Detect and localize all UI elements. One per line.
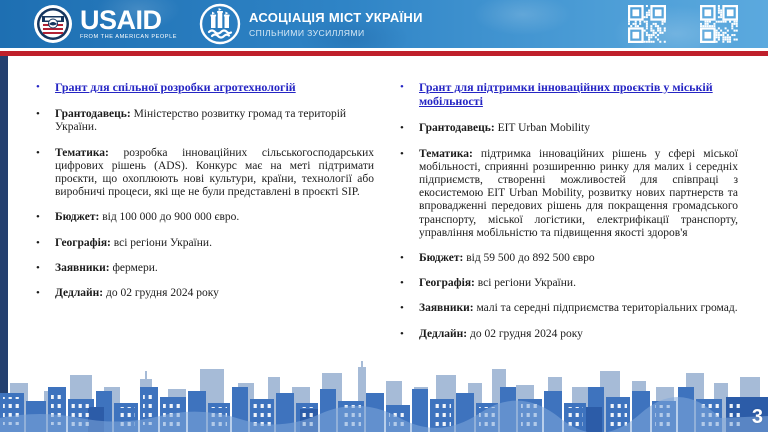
field-label: Грантодавець: [55,108,131,121]
list-item [36,147,374,200]
bullet-icon: • [400,277,404,290]
field-value: підтримка інноваційних рішень у сфері міської мобільності, сприянні розширенню ринку для малих і середніх підприємств, створенні можливостей для співпраці з екосистемою EIT Urban Mobility, розвитку нових партнерств та впровадженні передових рішень для покращення громадського транспорту, міської логістики, електрифікації транспорту, управління мобільністю та підвищення якості здоров'я [419,147,739,239]
bullet-icon: • [400,81,404,93]
field-label: Тематика: [55,146,109,159]
list-item [36,237,374,250]
list-item [400,302,738,315]
field-label: Географія: [419,277,475,290]
grant-title-link[interactable]: Грант для спільної розробки агротехнологій [55,80,296,94]
grant-title-link[interactable]: Грант для підтримки інноваційних проєктів у міській мобільності [419,80,713,109]
bullet-icon: • [400,122,404,135]
list-item [36,211,374,224]
field-label: Географія: [55,236,111,249]
bullet-icon: • [36,81,40,93]
field-value: EIT Urban Mobility [497,122,590,135]
qr-code-icon [628,5,666,43]
list-item [400,122,738,135]
bullet-icon: • [400,302,404,315]
page-number: 3 [751,406,763,428]
field-value: від 59 500 до 892 500 євро [466,252,595,265]
bullet-icon: • [36,236,40,249]
usaid-tagline: FROM THE AMERICAN PEOPLE [80,34,178,41]
field-label: Заявники: [419,302,474,315]
bullet-icon: • [36,261,40,274]
amu-title: АСОЦІАЦІЯ МІСТ УКРАЇНИ [249,9,423,25]
bullet-icon: • [400,252,404,265]
usaid-wordmark: USAID [80,5,162,36]
grant-column-left [36,81,374,353]
field-label: Грантодавець: [419,122,495,135]
field-value: Міністерство розвитку громад та територій України. [55,108,347,134]
field-label: Дедлайн: [55,287,104,300]
slide-body [0,56,768,353]
list-item [400,81,738,109]
list-item [400,252,738,265]
field-value: всі регіони України. [113,236,212,249]
field-label: Бюджет: [55,211,100,224]
list-item [36,108,374,134]
list-item [400,277,738,290]
field-value: всі регіони України. [477,277,576,290]
field-label: Дедлайн: [419,327,468,340]
amu-subtitle: СПІЛЬНИМИ ЗУСИЛЛЯМИ [249,27,365,38]
bullet-icon: • [36,287,40,300]
city-skyline-graphic [0,357,768,432]
field-value: до 02 грудня 2024 року [469,327,583,340]
field-value: до 02 грудня 2024 року [105,287,219,300]
field-value: розробка інноваційних сільськогосподарських цифрових рішень (ADS). Конкурс має на меті підтримати проєкти, що охоплюють нові культури, країни, технології або виробничі процеси, які ще не були представлені в проєкті SIP. [55,146,375,199]
field-label: Заявники: [55,261,110,274]
usaid-seal-icon [33,4,73,44]
field-label: Тематика: [419,147,473,160]
amu-emblem-icon [199,3,241,45]
usaid-logo [33,4,177,44]
grant-column-right [400,81,738,353]
bullet-icon: • [36,146,40,159]
list-item [36,287,374,300]
list-item [36,262,374,275]
qr-code-icon [700,5,738,43]
amu-logo [199,3,423,45]
bullet-icon: • [400,327,404,340]
list-item [36,81,374,95]
field-label: Бюджет: [419,252,464,265]
field-value: від 100 000 до 900 000 євро. [102,211,240,224]
bullet-icon: • [36,108,40,121]
bullet-icon: • [400,147,404,160]
field-value: малі та середні підприємства територіальних громад. [476,302,738,315]
list-item [400,328,738,341]
bullet-icon: • [36,211,40,224]
header-band [0,0,768,48]
list-item [400,148,738,240]
field-value: фермери. [112,261,158,274]
